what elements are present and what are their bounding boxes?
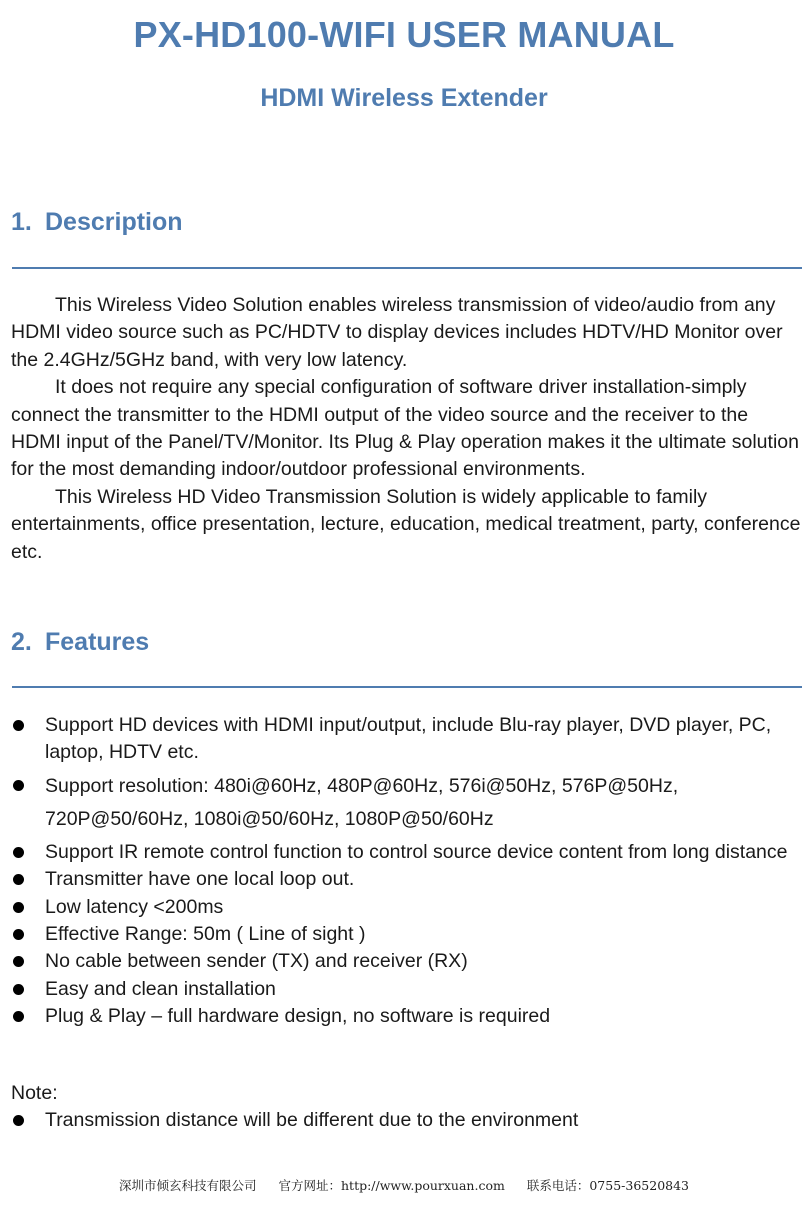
bullet-icon (13, 1115, 24, 1126)
feature-text: Support HD devices with HDMI input/output, include Blu-ray player, DVD player, PC, laptop, HDTV etc. (45, 714, 772, 764)
feature-text: Easy and clean installation (45, 977, 276, 1000)
feature-item (11, 866, 801, 893)
bullet-icon (13, 874, 24, 885)
features-divider (12, 686, 802, 688)
page-footer (0, 1176, 808, 1194)
note-list (11, 1107, 801, 1134)
feature-text: Effective Range: 50m ( Line of sight ) (45, 923, 366, 946)
description-heading (11, 208, 183, 237)
footer-phone: 联系电话：0755-36520843 (526, 1178, 690, 1193)
description-divider (12, 267, 802, 269)
bullet-icon (13, 780, 24, 791)
note-item (11, 1107, 801, 1134)
description-body (11, 292, 801, 566)
feature-item (11, 976, 801, 1003)
feature-text: No cable between sender (TX) and receiver (RX) (45, 950, 468, 973)
bullet-icon (13, 720, 24, 731)
document-title: PX-HD100-WIFI USER MANUAL (133, 14, 675, 55)
feature-item (11, 948, 801, 975)
description-paragraph: This Wireless HD Video Transmission Solution is widely applicable to family entertainments, office presentation, lecture, education, medical treatment, party, conference etc. (11, 485, 801, 563)
bullet-icon (13, 956, 24, 967)
feature-text: Support resolution: 480i@60Hz, 480P@60Hz, 576i@50Hz, 576P@50Hz, 720P@50/60Hz, 1080i@50/60Hz, 1080P@50/60Hz (45, 774, 679, 830)
description-number: 1. (11, 208, 32, 236)
feature-text: Low latency <200ms (45, 895, 224, 918)
feature-text: Plug & Play – full hardware design, no software is required (45, 1005, 551, 1028)
features-number: 2. (11, 628, 32, 656)
bullet-icon (13, 929, 24, 940)
feature-item (11, 712, 801, 767)
bullet-icon (13, 984, 24, 995)
description-paragraph: It does not require any special configuration of software driver installation-simply connect the transmitter to the HDMI output of the video source and the receiver to the HDMI input of the Panel/TV/Monitor. Its Plug & Play operation makes it the ultimate solution for the most demanding indoor/outdoor professional environments. (11, 376, 799, 481)
features-heading (11, 628, 149, 657)
feature-item (11, 921, 801, 948)
feature-item (11, 894, 801, 921)
footer-company: 深圳市倾玄科技有限公司 (118, 1178, 257, 1193)
feature-item (11, 770, 801, 836)
document-subtitle: HDMI Wireless Extender (260, 84, 548, 112)
feature-text: Support IR remote control function to control source device content from long distance (45, 840, 788, 863)
features-list (11, 712, 801, 1031)
bullet-icon (13, 847, 24, 858)
footer-website: 官方网址：http://www.pourxuan.com (278, 1178, 505, 1193)
features-title: Features (45, 628, 150, 656)
bullet-icon (13, 1011, 24, 1022)
feature-text: Transmitter have one local loop out. (45, 868, 355, 891)
feature-item (11, 1003, 801, 1030)
bullet-icon (13, 902, 24, 913)
description-paragraph: This Wireless Video Solution enables wireless transmission of video/audio from any HDMI video source such as PC/HDTV to display devices includes HDTV/HD Monitor over the 2.4GHz/5GHz band, with very low latency. (11, 294, 783, 371)
description-title: Description (45, 208, 183, 236)
note-label: Note: (11, 1082, 58, 1104)
feature-item (11, 839, 801, 866)
note-text: Transmission distance will be different due to the environment (45, 1109, 579, 1131)
